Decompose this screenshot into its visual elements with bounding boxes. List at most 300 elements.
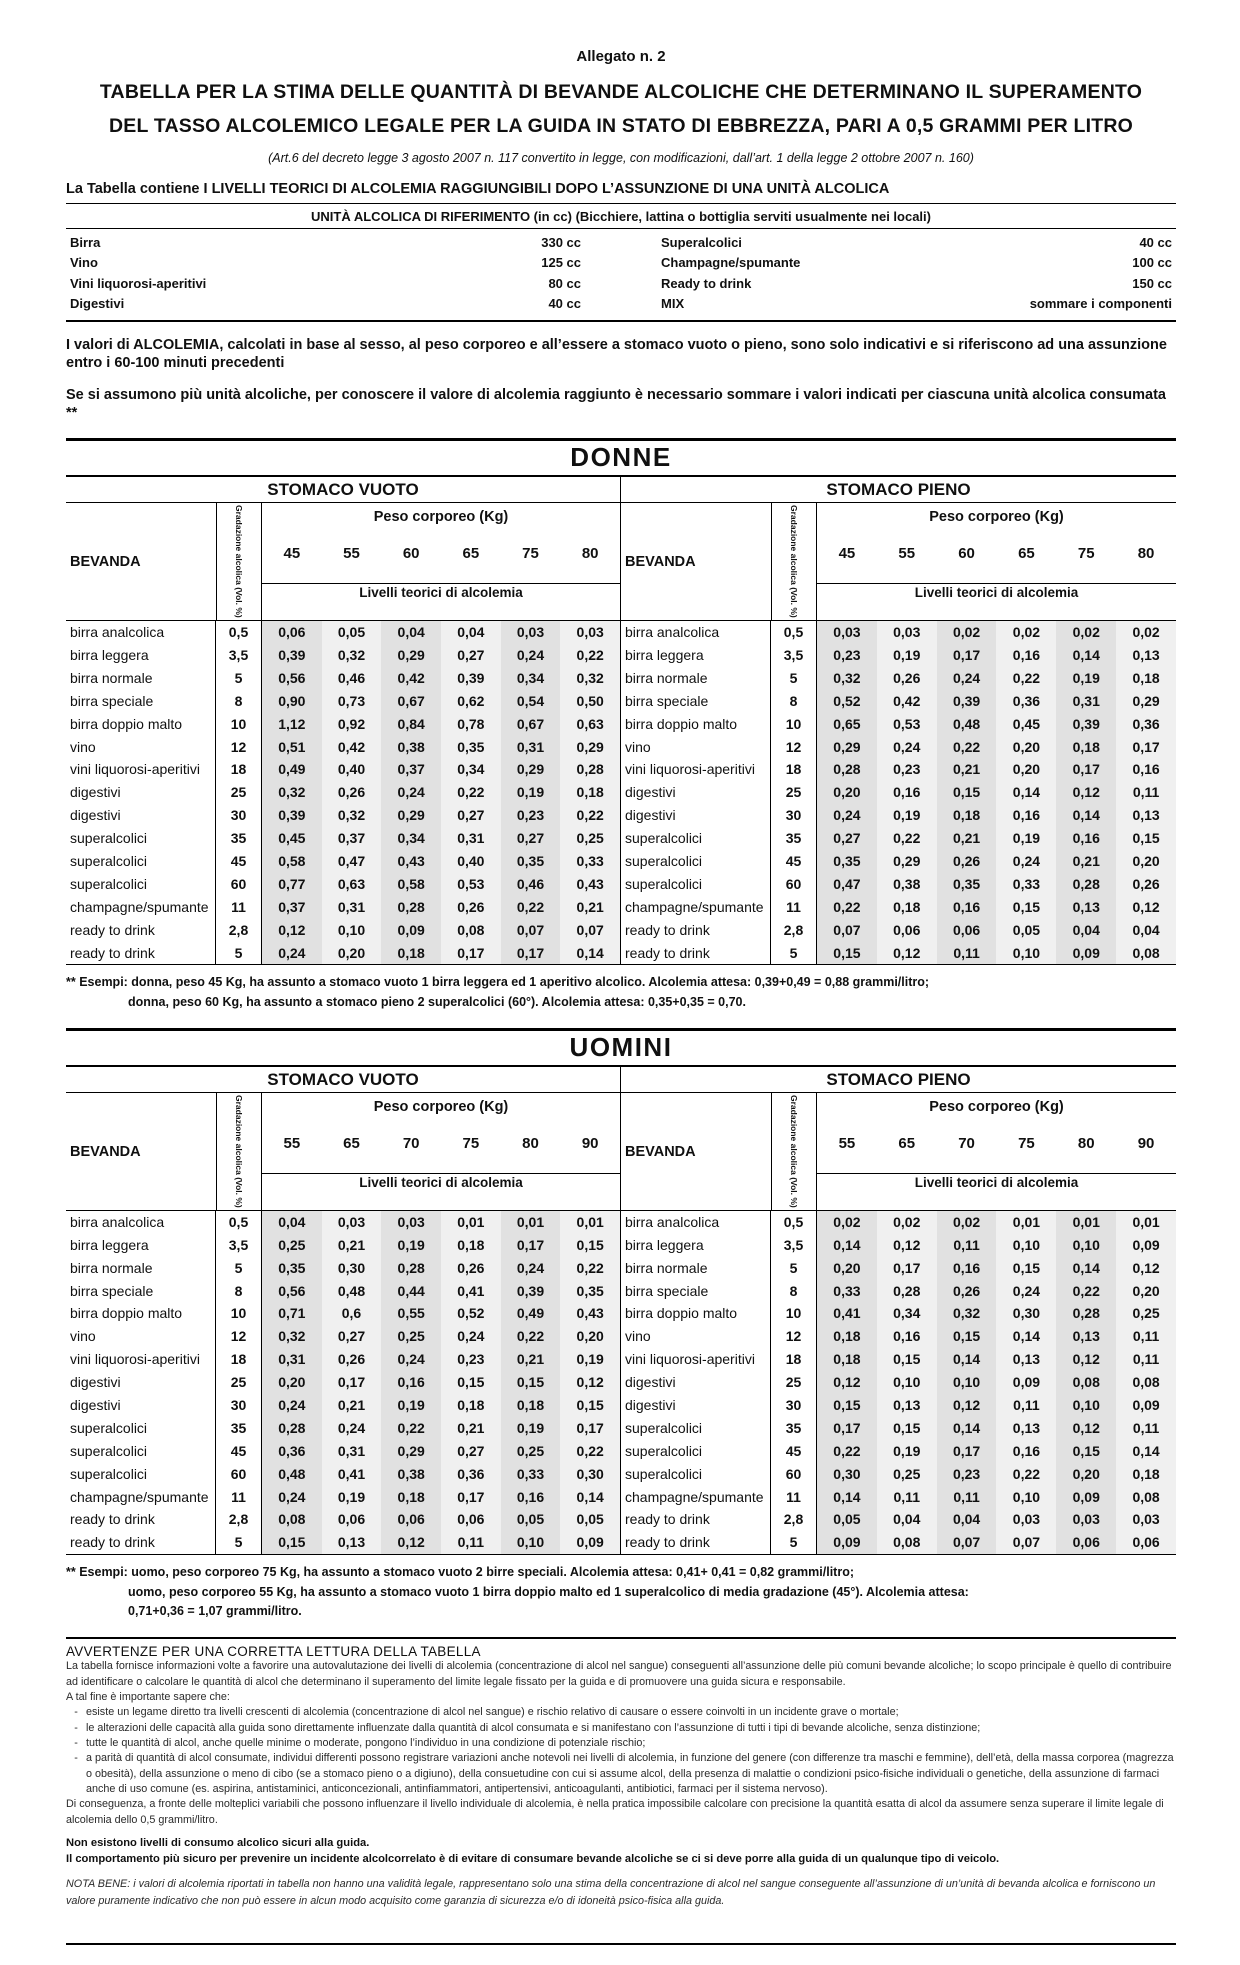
- alcohol-grade-cell: 30: [771, 1394, 817, 1417]
- bac-value-cell: 0,16: [937, 896, 997, 919]
- weight-header: 55: [898, 544, 916, 562]
- bac-value-cell: 0,01: [560, 1211, 620, 1234]
- bac-value-cell: 0,18: [381, 942, 441, 965]
- avvertenze-bullet: [66, 1736, 1176, 1751]
- bac-value-cell: 0,25: [1116, 1302, 1176, 1325]
- col-header-bevanda: BEVANDA: [70, 553, 141, 570]
- unit-value: 100 cc: [1132, 255, 1172, 271]
- bac-value-cell: 0,11: [1116, 781, 1176, 804]
- bac-value-cell: 0,20: [560, 1325, 620, 1348]
- bac-value-cell: 0,31: [262, 1348, 322, 1371]
- bac-value-cell: 0,03: [322, 1211, 382, 1234]
- bac-value-cell: 0,27: [501, 827, 561, 850]
- beverage-name-cell: champagne/spumante: [621, 896, 771, 919]
- bac-value-cell: 0,26: [322, 781, 382, 804]
- bac-value-cell: 0,15: [560, 1234, 620, 1257]
- bac-value-cell: 0,15: [1056, 1440, 1116, 1463]
- bac-value-cell: 0,07: [817, 919, 877, 942]
- bac-value-cell: 0,06: [262, 621, 322, 644]
- unit-table-title: UNITÀ ALCOLICA DI RIFERIMENTO (in cc) (Bicchiere, lattina o bottiglia serviti usualmente nei locali): [66, 204, 1176, 229]
- bac-value-cell: 0,19: [501, 1417, 561, 1440]
- beverage-name-cell: digestivi: [66, 1371, 216, 1394]
- avvertenze-bullet: [66, 1751, 1176, 1797]
- beverage-name-cell: vini liquorosi-aperitivi: [621, 758, 771, 781]
- bac-value-cell: 0,19: [877, 804, 937, 827]
- bac-value-cell: 0,78: [441, 713, 501, 736]
- bac-value-cell: 0,11: [877, 1486, 937, 1509]
- section-header-stomaco-pieno: STOMACO PIENO: [621, 1067, 1176, 1093]
- alcohol-grade-cell: 25: [771, 1371, 817, 1394]
- dash-icon: -: [74, 1737, 78, 1750]
- bac-value-cell: 0,19: [501, 781, 561, 804]
- col-header-livelli: Livelli teorici di alcolemia: [262, 583, 620, 620]
- bac-value-cell: 0,32: [322, 644, 382, 667]
- bac-value-cell: 0,10: [1056, 1394, 1116, 1417]
- bac-value-cell: 0,03: [381, 1211, 441, 1234]
- bac-value-cell: 0,15: [877, 1348, 937, 1371]
- bac-value-cell: 0,28: [262, 1417, 322, 1440]
- bac-value-cell: 0,48: [322, 1280, 382, 1303]
- bac-value-cell: 0,11: [996, 1394, 1056, 1417]
- weight-header: 65: [898, 1134, 916, 1152]
- beverage-name-cell: vino: [66, 736, 216, 759]
- bac-value-cell: 0,26: [441, 1257, 501, 1280]
- unit-row: [70, 253, 581, 273]
- bac-value-cell: 0,56: [262, 1280, 322, 1303]
- esempio-line: ** Esempi: uomo, peso corporeo 75 Kg, ha assunto a stomaco vuoto 2 birre speciali. Alcolemia attesa: 0,41+ 0,41 = 0,82 grammi/litro;: [66, 1565, 855, 1580]
- bac-value-cell: 0,36: [996, 690, 1056, 713]
- col-header-gradazione: Gradazione alcolica (Vol. %): [216, 1093, 262, 1210]
- bac-value-cell: 0,14: [1116, 1440, 1176, 1463]
- bac-value-cell: 0,04: [937, 1508, 997, 1531]
- weight-header: 65: [343, 1134, 360, 1152]
- bac-value-cell: 0,22: [560, 804, 620, 827]
- dash-icon: -: [74, 1721, 78, 1734]
- bac-value-cell: 0,15: [817, 942, 877, 965]
- bac-value-cell: 0,17: [441, 1486, 501, 1509]
- beverage-name-cell: birra leggera: [66, 644, 216, 667]
- bac-value-cell: 0,02: [937, 621, 997, 644]
- bac-value-cell: 0,47: [322, 850, 382, 873]
- beverage-name-cell: birra leggera: [66, 1234, 216, 1257]
- alcohol-grade-cell: 11: [771, 1486, 817, 1509]
- bac-value-cell: 0,03: [1116, 1508, 1176, 1531]
- bac-value-cell: 0,05: [817, 1508, 877, 1531]
- bac-value-cell: 0,52: [817, 690, 877, 713]
- unit-name: Digestivi: [70, 295, 125, 311]
- bac-value-cell: 0,06: [441, 1508, 501, 1531]
- bac-value-cell: 0,09: [1056, 942, 1116, 965]
- bac-value-cell: 0,04: [1116, 919, 1176, 942]
- unit-row: [661, 253, 1172, 273]
- bac-value-cell: 0,62: [441, 690, 501, 713]
- bac-value-cell: 0,22: [381, 1417, 441, 1440]
- beverage-name-cell: birra normale: [66, 1257, 216, 1280]
- col-header-peso-corporeo: Peso corporeo (Kg): [373, 1099, 509, 1116]
- beverage-name-cell: ready to drink: [66, 919, 216, 942]
- bac-value-cell: 0,28: [381, 1257, 441, 1280]
- bac-value-cell: 0,42: [381, 667, 441, 690]
- bac-value-cell: 0,04: [877, 1508, 937, 1531]
- table-title-uomini: UOMINI: [66, 1028, 1176, 1067]
- bac-value-cell: 0,12: [381, 1531, 441, 1554]
- weight-header: 70: [958, 1134, 975, 1152]
- beverage-name-cell: birra normale: [66, 667, 216, 690]
- bac-value-cell: 0,13: [996, 1417, 1056, 1440]
- beverage-name-cell: digestivi: [66, 781, 216, 804]
- bac-value-cell: 0,18: [560, 781, 620, 804]
- bac-value-cell: 0,18: [937, 804, 997, 827]
- bac-value-cell: 0,20: [817, 781, 877, 804]
- bac-value-cell: 0,16: [877, 1325, 937, 1348]
- bac-value-cell: 0,06: [1116, 1531, 1176, 1554]
- unit-name: Ready to drink: [661, 275, 752, 291]
- bac-value-cell: 0,15: [262, 1531, 322, 1554]
- unit-row: [70, 294, 581, 314]
- alcohol-grade-cell: 10: [771, 1302, 817, 1325]
- beverage-name-cell: digestivi: [621, 1371, 771, 1394]
- beverage-name-cell: ready to drink: [66, 1508, 216, 1531]
- bac-value-cell: 0,38: [877, 873, 937, 896]
- bac-value-cell: 0,92: [322, 713, 382, 736]
- beverage-name-cell: birra normale: [621, 1257, 771, 1280]
- col-header-gradazione: Gradazione alcolica (Vol. %): [771, 1093, 817, 1210]
- beverage-name-cell: digestivi: [621, 804, 771, 827]
- bac-value-cell: 0,63: [322, 873, 382, 896]
- bac-value-cell: 0,33: [501, 1463, 561, 1486]
- bac-value-cell: 0,36: [262, 1440, 322, 1463]
- bac-value-cell: 0,12: [877, 942, 937, 965]
- bac-value-cell: 0,06: [322, 1508, 382, 1531]
- alcohol-grade-cell: 3,5: [216, 644, 262, 667]
- bac-value-cell: 0,13: [877, 1394, 937, 1417]
- bac-value-cell: 0,24: [381, 1348, 441, 1371]
- beverage-name-cell: vini liquorosi-aperitivi: [66, 758, 216, 781]
- unit-row: [661, 274, 1172, 294]
- bac-value-cell: 0,11: [937, 942, 997, 965]
- bac-value-cell: 0,32: [937, 1302, 997, 1325]
- bac-value-cell: 0,36: [441, 1463, 501, 1486]
- weight-header: 60: [402, 544, 420, 562]
- bac-value-cell: 0,20: [1116, 1280, 1176, 1303]
- beverage-name-cell: birra speciale: [66, 1280, 216, 1303]
- bac-value-cell: 0,24: [501, 1257, 561, 1280]
- unit-name: Superalcolici: [661, 235, 742, 251]
- bac-value-cell: 0,10: [937, 1371, 997, 1394]
- bac-value-cell: 0,15: [501, 1371, 561, 1394]
- bac-value-cell: 0,26: [877, 667, 937, 690]
- col-header-bevanda: BEVANDA: [70, 1143, 141, 1160]
- bac-value-cell: 0,32: [817, 667, 877, 690]
- bac-value-cell: 0,15: [817, 1394, 877, 1417]
- bac-value-cell: 0,24: [381, 781, 441, 804]
- bac-value-cell: 0,16: [996, 804, 1056, 827]
- bac-value-cell: 0,02: [817, 1211, 877, 1234]
- table-body: [66, 1211, 620, 1554]
- bac-value-cell: 0,01: [1056, 1211, 1116, 1234]
- avvertenze-title: AVVERTENZE PER UNA CORRETTA LETTURA DELLA TABELLA: [66, 1644, 481, 1660]
- bac-value-cell: 0,19: [560, 1348, 620, 1371]
- col-header-peso-corporeo: Peso corporeo (Kg): [929, 1099, 1064, 1116]
- unit-row: [661, 294, 1172, 314]
- bac-value-cell: 0,23: [877, 758, 937, 781]
- bac-value-cell: 0,28: [1056, 873, 1116, 896]
- bac-value-cell: 0,09: [560, 1531, 620, 1554]
- bac-value-cell: 0,30: [817, 1463, 877, 1486]
- bac-value-cell: 0,06: [381, 1508, 441, 1531]
- unit-name: Birra: [70, 235, 101, 251]
- alcohol-grade-cell: 2,8: [771, 1508, 817, 1531]
- bac-value-cell: 0,20: [322, 942, 382, 965]
- bac-value-cell: 0,16: [501, 1486, 561, 1509]
- bac-value-cell: 0,21: [560, 896, 620, 919]
- weight-header: 70: [402, 1134, 420, 1152]
- bac-value-cell: 0,18: [817, 1325, 877, 1348]
- bac-value-cell: 0,13: [1056, 896, 1116, 919]
- bullet-text: a parità di quantità di alcol consumate, individui differenti possono registrare variazioni anche notevoli nei livelli di alcolemia, in funzione del genere (con differenze tra maschi e femmine), dell’età, della massa corporea (magrezza o obesità), della assunzione o meno di cibo (se a stomaco pieno o a digiuno), della consuetudine con cui si assume alcol, della presenza di malattie o condizioni psico-fisiche individuali o genetiche, della assunzione di farmaci anche di uso comune (es. aspirina, antistaminici, anticoncezionali, antinfiammatori, antipertensivi, anticoagulanti, antibiotici, farmaci per il sistema nervoso).: [86, 1752, 1174, 1795]
- column-headers: [621, 1093, 1176, 1211]
- bac-value-cell: 0,18: [817, 1348, 877, 1371]
- bac-value-cell: 0,01: [1116, 1211, 1176, 1234]
- unit-value: 40 cc: [1139, 235, 1172, 251]
- bac-value-cell: 0,26: [937, 1280, 997, 1303]
- bac-value-cell: 0,08: [262, 1508, 322, 1531]
- bac-value-cell: 0,34: [877, 1302, 937, 1325]
- bac-value-cell: 0,6: [322, 1302, 382, 1325]
- column-headers: [66, 1093, 620, 1211]
- bac-value-cell: 0,24: [937, 667, 997, 690]
- beverage-name-cell: birra doppio malto: [66, 713, 216, 736]
- esempio-line: ** Esempi: donna, peso 45 Kg, ha assunto a stomaco vuoto 1 birra leggera ed 1 aperitivo alcolico. Alcolemia attesa: 0,39+0,49 = 0,88 grammi/litro;: [66, 975, 930, 990]
- bac-value-cell: 0,05: [560, 1508, 620, 1531]
- bac-value-cell: 0,23: [937, 1463, 997, 1486]
- bac-value-cell: 0,14: [996, 781, 1056, 804]
- bac-value-cell: 0,18: [877, 896, 937, 919]
- bac-value-cell: 0,56: [262, 667, 322, 690]
- bac-value-cell: 0,13: [996, 1348, 1056, 1371]
- beverage-name-cell: vini liquorosi-aperitivi: [66, 1348, 216, 1371]
- bac-value-cell: 0,14: [1056, 804, 1116, 827]
- bac-value-cell: 0,15: [441, 1371, 501, 1394]
- esempi-uomini: [66, 1563, 1176, 1621]
- bac-value-cell: 0,32: [322, 804, 382, 827]
- page-bottom-rule: [66, 1943, 1176, 1945]
- unit-value: 330 cc: [541, 235, 581, 251]
- alcohol-grade-cell: 25: [216, 781, 262, 804]
- bac-value-cell: 0,21: [441, 1417, 501, 1440]
- alcohol-grade-cell: 35: [216, 827, 262, 850]
- alcohol-grade-cell: 18: [216, 758, 262, 781]
- bullet-text: esiste un legame diretto tra livelli crescenti di alcolemia (concentrazione di alcol nel sangue) e rischio relativo di causare o essere coinvolti in un incidente grave o mortale;: [86, 1706, 899, 1719]
- bac-value-cell: 0,16: [996, 644, 1056, 667]
- bac-value-cell: 0,24: [817, 804, 877, 827]
- alcohol-grade-cell: 10: [216, 1302, 262, 1325]
- note-indicative-values: I valori di ALCOLEMIA, calcolati in base al sesso, al peso corporeo e all’essere a stomaco vuoto o pieno, sono solo indicativi e si riferiscono ad una assunzione entro i 60-100 minuti precedenti: [66, 336, 1167, 371]
- bac-value-cell: 0,08: [877, 1531, 937, 1554]
- bac-value-cell: 0,11: [441, 1531, 501, 1554]
- bac-value-cell: 0,15: [877, 1417, 937, 1440]
- bac-value-cell: 0,38: [381, 1463, 441, 1486]
- dash-icon: -: [74, 1752, 78, 1765]
- warning-no-safe-level: Non esistono livelli di consumo alcolico sicuri alla guida.: [66, 1836, 370, 1849]
- bac-value-cell: 0,23: [817, 644, 877, 667]
- alcohol-grade-cell: 3,5: [771, 644, 817, 667]
- bac-value-cell: 0,65: [817, 713, 877, 736]
- beverage-name-cell: birra speciale: [621, 1280, 771, 1303]
- alcohol-grade-cell: 5: [771, 942, 817, 965]
- bac-value-cell: 0,22: [996, 667, 1056, 690]
- donne-stomaco-vuoto-half: [66, 477, 621, 964]
- alcohol-grade-cell: 60: [216, 873, 262, 896]
- table-body: [621, 621, 1176, 964]
- alcohol-grade-cell: 0,5: [771, 621, 817, 644]
- bac-value-cell: 0,07: [560, 919, 620, 942]
- alcohol-grade-cell: 12: [216, 736, 262, 759]
- beverage-name-cell: digestivi: [66, 1394, 216, 1417]
- table-body: [621, 1211, 1176, 1554]
- bac-value-cell: 0,02: [877, 1211, 937, 1234]
- bac-value-cell: 0,49: [501, 1302, 561, 1325]
- bac-value-cell: 0,21: [322, 1394, 382, 1417]
- bac-value-cell: 0,53: [877, 713, 937, 736]
- bac-value-cell: 0,32: [560, 667, 620, 690]
- bac-value-cell: 0,34: [501, 667, 561, 690]
- bac-value-cell: 0,73: [322, 690, 382, 713]
- bac-value-cell: 0,24: [996, 850, 1056, 873]
- bac-value-cell: 0,24: [501, 644, 561, 667]
- alcohol-grade-cell: 30: [771, 804, 817, 827]
- alcohol-grade-cell: 5: [216, 1531, 262, 1554]
- bac-value-cell: 0,14: [560, 1486, 620, 1509]
- beverage-name-cell: ready to drink: [66, 1531, 216, 1554]
- bac-value-cell: 0,12: [1056, 781, 1116, 804]
- beverage-name-cell: champagne/spumante: [66, 1486, 216, 1509]
- bac-value-cell: 0,09: [1056, 1486, 1116, 1509]
- uomini-stomaco-pieno-half: [621, 1067, 1176, 1554]
- alcohol-grade-cell: 30: [216, 804, 262, 827]
- bac-value-cell: 0,02: [1056, 621, 1116, 644]
- bac-value-cell: 0,11: [937, 1486, 997, 1509]
- alcohol-grade-cell: 8: [216, 1280, 262, 1303]
- bac-value-cell: 0,54: [501, 690, 561, 713]
- unit-name: Champagne/spumante: [661, 255, 801, 271]
- bac-value-cell: 0,39: [262, 804, 322, 827]
- bac-value-cell: 0,53: [441, 873, 501, 896]
- bac-value-cell: 0,12: [877, 1234, 937, 1257]
- bac-value-cell: 0,32: [262, 781, 322, 804]
- bac-value-cell: 0,39: [1056, 713, 1116, 736]
- bac-value-cell: 0,30: [560, 1463, 620, 1486]
- bac-value-cell: 0,19: [1056, 667, 1116, 690]
- bac-value-cell: 0,17: [1116, 736, 1176, 759]
- bac-value-cell: 0,41: [817, 1302, 877, 1325]
- bac-value-cell: 0,48: [937, 713, 997, 736]
- beverage-name-cell: birra analcolica: [621, 621, 771, 644]
- bac-value-cell: 0,24: [877, 736, 937, 759]
- alcohol-grade-cell: 0,5: [216, 621, 262, 644]
- bac-value-cell: 0,38: [381, 736, 441, 759]
- bac-value-cell: 0,77: [262, 873, 322, 896]
- avvertenze-bullet: [66, 1721, 1176, 1736]
- bac-value-cell: 0,15: [937, 1325, 997, 1348]
- bac-value-cell: 0,90: [262, 690, 322, 713]
- bac-value-cell: 0,08: [1056, 1371, 1116, 1394]
- annex-label: Allegato n. 2: [576, 48, 666, 65]
- bac-value-cell: 0,18: [441, 1234, 501, 1257]
- bac-value-cell: 0,08: [1116, 1486, 1176, 1509]
- table-uomini: [66, 1067, 1176, 1555]
- bac-value-cell: 0,14: [937, 1417, 997, 1440]
- alcohol-grade-cell: 5: [771, 667, 817, 690]
- bac-value-cell: 0,39: [501, 1280, 561, 1303]
- esempio-line: donna, peso 60 Kg, ha assunto a stomaco pieno 2 superalcolici (60°). Alcolemia attesa: 0,35+0,35 = 0,70.: [128, 994, 746, 1009]
- bac-value-cell: 0,20: [1056, 1463, 1116, 1486]
- alcohol-grade-cell: 3,5: [216, 1234, 262, 1257]
- bac-value-cell: 0,28: [817, 758, 877, 781]
- bac-value-cell: 0,29: [817, 736, 877, 759]
- bac-value-cell: 0,04: [441, 621, 501, 644]
- bac-value-cell: 0,19: [381, 1394, 441, 1417]
- esempi-donne: [66, 973, 1176, 1012]
- alcohol-grade-cell: 45: [216, 850, 262, 873]
- alcohol-grade-cell: 18: [771, 1348, 817, 1371]
- beverage-name-cell: birra analcolica: [66, 621, 216, 644]
- bac-value-cell: 0,22: [501, 1325, 561, 1348]
- bac-value-cell: 0,08: [1116, 1371, 1176, 1394]
- bac-value-cell: 0,37: [322, 827, 382, 850]
- alcohol-grade-cell: 12: [771, 736, 817, 759]
- beverage-name-cell: ready to drink: [621, 942, 771, 965]
- bac-value-cell: 0,32: [262, 1325, 322, 1348]
- bac-value-cell: 0,05: [322, 621, 382, 644]
- bac-value-cell: 0,10: [996, 942, 1056, 965]
- bac-value-cell: 0,45: [996, 713, 1056, 736]
- note-sum-units: Se si assumono più unità alcoliche, per conoscere il valore di alcolemia raggiunto è necessario sommare i valori indicati per ciascuna unità alcolica consumata **: [66, 387, 1166, 422]
- bac-value-cell: 0,18: [381, 1486, 441, 1509]
- bac-value-cell: 0,39: [441, 667, 501, 690]
- bac-value-cell: 0,41: [322, 1463, 382, 1486]
- bullet-text: le alterazioni delle capacità alla guida sono direttamente influenzate dalla quantità di alcol consumata e si manifestano con l’assunzione di tutti i tipi di bevande alcoliche, senza distinzione;: [86, 1721, 981, 1734]
- bac-value-cell: 0,11: [1116, 1325, 1176, 1348]
- bac-value-cell: 0,22: [937, 736, 997, 759]
- weight-header: 75: [462, 1134, 480, 1152]
- bac-value-cell: 0,20: [996, 758, 1056, 781]
- bac-value-cell: 0,20: [996, 736, 1056, 759]
- dash-icon: -: [74, 1706, 78, 1719]
- beverage-name-cell: superalcolici: [621, 850, 771, 873]
- col-header-gradazione: Gradazione alcolica (Vol. %): [771, 503, 817, 620]
- beverage-name-cell: vino: [621, 1325, 771, 1348]
- beverage-name-cell: birra doppio malto: [621, 713, 771, 736]
- bac-value-cell: 0,41: [441, 1280, 501, 1303]
- beverage-name-cell: superalcolici: [66, 1463, 216, 1486]
- bac-value-cell: 0,04: [381, 621, 441, 644]
- bac-value-cell: 0,21: [937, 827, 997, 850]
- bac-value-cell: 0,22: [501, 896, 561, 919]
- bac-value-cell: 0,29: [560, 736, 620, 759]
- section-header-stomaco-pieno: STOMACO PIENO: [621, 477, 1176, 503]
- bac-value-cell: 0,24: [262, 1394, 322, 1417]
- alcohol-grade-cell: 18: [216, 1348, 262, 1371]
- bac-value-cell: 0,24: [262, 1486, 322, 1509]
- bac-value-cell: 0,29: [381, 804, 441, 827]
- bac-value-cell: 0,39: [262, 644, 322, 667]
- bac-value-cell: 0,16: [381, 1371, 441, 1394]
- bac-value-cell: 0,34: [381, 827, 441, 850]
- alcohol-grade-cell: 2,8: [216, 919, 262, 942]
- bac-value-cell: 0,43: [381, 850, 441, 873]
- avvertenze-paragraph: La tabella fornisce informazioni volte a favorire una autovalutazione dei livelli di alcolemia (concentrazione di alcol nel sangue) conseguenti all’assunzione delle più comuni bevande alcoliche; lo scopo principale è quello di contribuire ad identificare o calcolare le quantità di alcol che determinano il superamento del limite legale fissato per la guida e di promuovere una guida sicura e responsabile.: [66, 1660, 1172, 1688]
